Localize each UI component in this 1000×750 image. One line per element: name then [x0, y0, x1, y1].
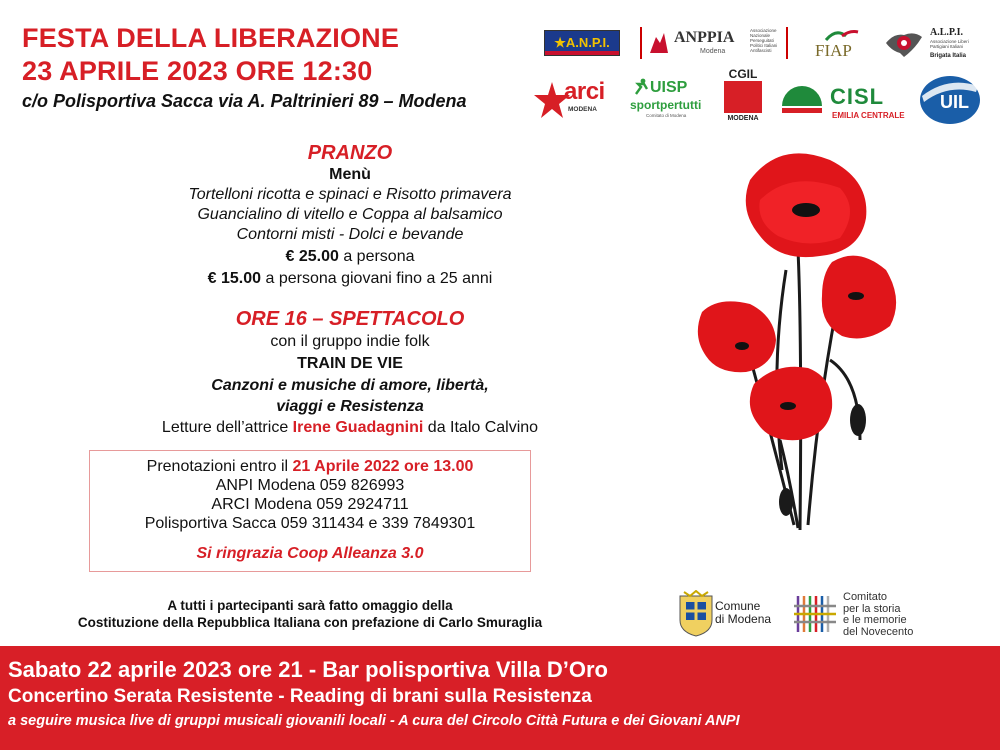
italy-map-icon — [882, 27, 926, 61]
contact-anpi: ANPI Modena 059 826993 — [215, 477, 405, 494]
footer-event-subtitle: Concertino Serata Resistente - Reading di brani sulla Resistenza — [8, 686, 592, 707]
menu-label: Menù — [329, 166, 371, 183]
poppy-flower — [746, 153, 867, 257]
footer-event-title: Sabato 22 aprile 2023 ore 21 - Bar polisportiva Villa D’Oro — [8, 657, 608, 682]
show-section — [80, 307, 620, 438]
star-icon: ★ — [554, 35, 566, 50]
menu-dish: Contorni misti - Dolci e bevande — [236, 226, 464, 243]
lunch-section — [80, 141, 620, 289]
alpi-logo: A.L.P.I. Associazione Liberi Partigiani Italiani Brigata Italia — [882, 25, 982, 65]
poppy-flower — [822, 256, 896, 339]
event-date: 23 APRILE 2023 ORE 12:30 — [22, 56, 373, 86]
comune-crest-icon — [676, 590, 716, 638]
event-title: FESTA DELLA LIBERAZIONE — [22, 23, 400, 53]
sponsor-thanks: Si ringrazia Coop Alleanza 3.0 — [196, 545, 424, 562]
actress-name: Irene Guadagnini — [292, 419, 424, 436]
contact-arci: ARCI Modena 059 2924711 — [211, 496, 409, 513]
cgil-logo: CGIL MODENA — [722, 67, 764, 125]
booking-box — [89, 450, 531, 572]
runner-icon — [632, 78, 650, 96]
reading-line: Letture dell’attrice Irene Guadagnini da Italo Calvino — [161, 419, 539, 436]
anppia-logo: ANPPIA Modena Associazione Nazionale Perseguitati Politici Italiani Antifascisti — [640, 27, 788, 59]
event-venue: c/o Polisportiva Sacca via A. Paltrinieri 89 – Modena — [22, 91, 467, 111]
band-name: TRAIN DE VIE — [297, 355, 403, 372]
uil-logo: UIL — [918, 72, 982, 126]
anpi-logo: ★A.N.P.I. — [544, 30, 620, 56]
flame-icon — [648, 31, 670, 55]
footer-banner — [0, 646, 1000, 750]
price-youth: € 15.00 a persona giovani fino a 25 anni — [207, 270, 493, 287]
comune-logo-text: Comune di Modena — [715, 599, 772, 626]
price-adult: € 25.00 a persona — [285, 248, 415, 265]
poppies-illustration — [690, 140, 910, 540]
cisl-emblem-icon — [780, 82, 824, 122]
comitato-logo-text: Comitato per la storia e le memorie del Novecento — [843, 591, 914, 638]
poppy-flower — [750, 367, 832, 440]
contact-polisportiva: Polisportiva Sacca 059 311434 e 339 7849301 — [144, 515, 476, 532]
uisp-logo: UISP sportpertutti Comitato di Modena — [630, 79, 702, 118]
cisl-logo: CISL EMILIA CENTRALE — [780, 82, 912, 122]
footer-event-details: a seguire musica live di gruppi musicali giovanili locali - A cura del Circolo Città Futura e dei Giovani ANPI — [8, 713, 740, 729]
fiap-logo: FIAP — [812, 28, 862, 60]
gift-note: A tutti i partecipanti sarà fatto omaggio della Costituzione della Repubblica Italiana con prefazione di Carlo Smuraglia — [77, 598, 543, 630]
menu-dish: Guancialino di vitello e Coppa al balsamico — [197, 206, 503, 223]
poppy-flower — [698, 301, 776, 372]
show-title: ORE 16 – SPETTACOLO — [235, 308, 465, 330]
comitato-logo-icon — [792, 592, 840, 636]
lunch-title: PRANZO — [307, 142, 393, 164]
arci-logo: arci MODENA — [534, 74, 614, 124]
show-subtitle: Canzoni e musiche di amore, libertà, — [211, 377, 489, 394]
booking-deadline: Prenotazioni entro il 21 Aprile 2022 ore 13.00 — [146, 458, 474, 475]
event-header — [22, 22, 467, 112]
show-intro: con il gruppo indie folk — [270, 333, 430, 350]
menu-dish: Tortelloni ricotta e spinaci e Risotto primavera — [188, 186, 512, 203]
flag-icon — [812, 28, 862, 42]
show-subtitle: viaggi e Resistenza — [276, 398, 424, 415]
